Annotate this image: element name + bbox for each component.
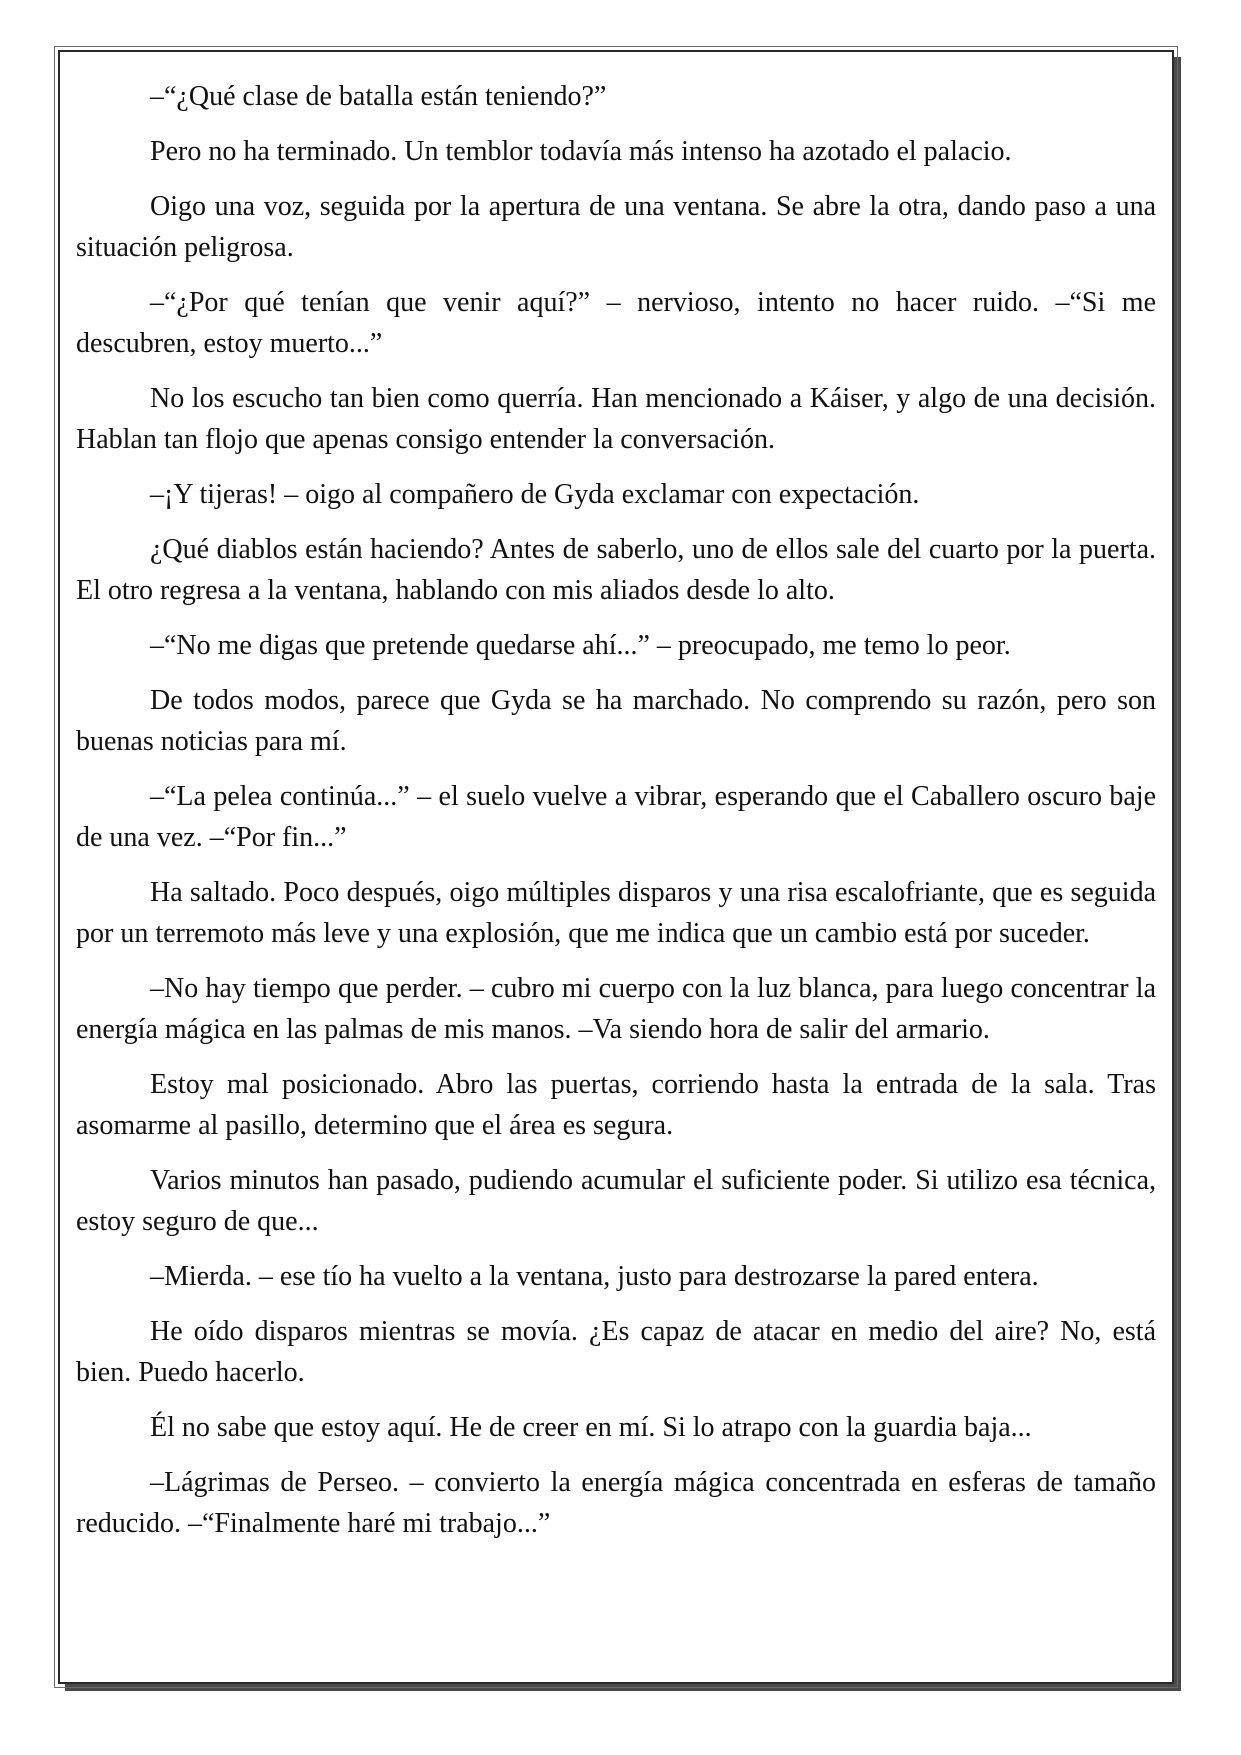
paragraph: –“No me digas que pretende quedarse ahí...” – preocupado, me temo lo peor. [150,630,1011,661]
paragraph: No los escucho tan bien como querría. Han mencionado a Káiser, y algo de una decisión. Hablan tan flojo que apenas consigo entender la conversación. [76,383,1156,455]
text-body [76,76,1156,1558]
paragraph: Varios minutos han pasado, pudiendo acumular el suficiente poder. Si utilizo esa técnica, estoy seguro de que... [76,1165,1156,1237]
paragraph: De todos modos, parece que Gyda se ha marchado. No comprendo su razón, pero son buenas noticias para mí. [76,685,1156,757]
paragraph: –Lágrimas de Perseo. – convierto la energía mágica concentrada en esferas de tamaño reducido. –“Finalmente haré mi trabajo...” [76,1467,1156,1539]
paragraph: ¿Qué diablos están haciendo? Antes de saberlo, uno de ellos sale del cuarto por la puerta. El otro regresa a la ventana, hablando con mis aliados desde lo alto. [76,534,1156,606]
paragraph: –“¿Qué clase de batalla están teniendo?” [150,81,607,112]
paragraph: –“La pelea continúa...” – el suelo vuelve a vibrar, esperando que el Caballero oscuro baje de una vez. –“Por fin...” [76,781,1156,853]
paragraph: Ha saltado. Poco después, oigo múltiples disparos y una risa escalofriante, que es seguida por un terremoto más leve y una explosión, que me indica que un cambio está por suceder. [76,877,1156,949]
paragraph: Él no sabe que estoy aquí. He de creer en mí. Si lo atrapo con la guardia baja... [150,1412,1032,1443]
paragraph: Estoy mal posicionado. Abro las puertas, corriendo hasta la entrada de la sala. Tras asomarme al pasillo, determino que el área es segura. [76,1069,1156,1141]
paragraph: Pero no ha terminado. Un temblor todavía más intenso ha azotado el palacio. [150,136,1012,167]
paragraph: –¡Y tijeras! – oigo al compañero de Gyda exclamar con expectación. [150,479,920,510]
paragraph: –Mierda. – ese tío ha vuelto a la ventana, justo para destrozarse la pared entera. [150,1261,1039,1292]
paragraph: Oigo una voz, seguida por la apertura de una ventana. Se abre la otra, dando paso a una situación peligrosa. [76,191,1156,263]
paragraph: He oído disparos mientras se movía. ¿Es capaz de atacar en medio del aire? No, está bien. Puedo hacerlo. [76,1316,1156,1388]
page-frame [58,50,1174,1684]
paragraph: –No hay tiempo que perder. – cubro mi cuerpo con la luz blanca, para luego concentrar la energía mágica en las palmas de mis manos. –Va siendo hora de salir del armario. [76,973,1156,1045]
paragraph: –“¿Por qué tenían que venir aquí?” – nervioso, intento no hacer ruido. –“Si me descubren, estoy muerto...” [76,287,1156,359]
